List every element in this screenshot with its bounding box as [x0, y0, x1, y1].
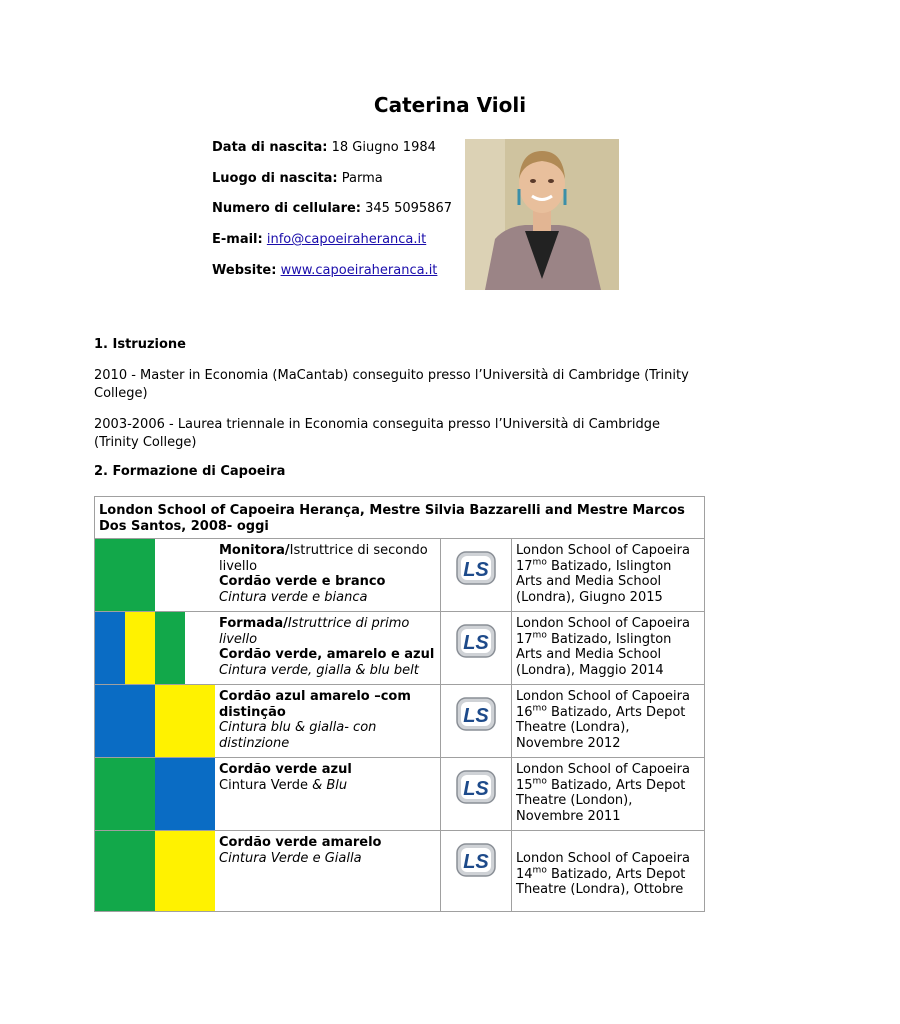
- belt-band-green: [95, 831, 155, 911]
- cord-name: Cordão verde e branco: [219, 574, 386, 589]
- belt-swatch: [95, 685, 215, 758]
- rank-subtitle: Istruttrice di primo livello: [219, 616, 410, 647]
- belt-band-green: [95, 758, 155, 830]
- event-cell: [512, 685, 705, 758]
- table-header-row: [95, 497, 705, 539]
- ls-logo-icon: [456, 551, 496, 585]
- belt-swatch: [95, 612, 215, 685]
- table-row: [95, 831, 705, 912]
- belt-name: Cintura verde, gialla & blu belt: [219, 662, 419, 678]
- ls-logo-icon: [456, 843, 496, 877]
- birth-place-value: Parma: [341, 171, 383, 186]
- belt-band-green: [95, 539, 155, 611]
- birth-date-label: Data di nascita:: [212, 140, 328, 155]
- ls-logo-icon: [456, 697, 496, 731]
- belt-name: Cintura Verde: [219, 777, 313, 793]
- profile-photo: [465, 139, 619, 290]
- rank-description: [215, 612, 441, 685]
- event-cell: [512, 831, 705, 912]
- event-ordinal: mo: [532, 776, 547, 787]
- event-details: Batizado, Arts Depot Theatre (Londra), Ottobre: [516, 866, 686, 897]
- birth-date-line: [212, 140, 436, 155]
- event-details: Batizado, Islington Arts and Media School (Londra), Maggio 2014: [516, 631, 672, 678]
- logo-text: LS: [463, 705, 489, 727]
- belt-band-blue: [155, 758, 215, 830]
- belt-swatch: [95, 758, 215, 831]
- logo-text: LS: [463, 559, 489, 581]
- belt-swatch: [95, 831, 215, 912]
- logo-cell: [441, 612, 512, 685]
- education-heading: 1. Istruzione: [94, 337, 186, 352]
- website-line: [212, 263, 437, 278]
- event-text: London School of Capoeira 17: [516, 543, 690, 574]
- belt-band-yellow: [155, 831, 215, 911]
- belt-band-yellow: [155, 685, 215, 757]
- belt-band-yellow: [125, 612, 155, 684]
- capoeira-table: [94, 496, 704, 897]
- ls-logo-icon: [456, 624, 496, 658]
- logo-cell: [441, 685, 512, 758]
- logo-cell: [441, 758, 512, 831]
- table-row: [95, 539, 705, 612]
- event-cell: [512, 612, 705, 685]
- table-row: [95, 758, 705, 831]
- ls-logo-icon: [456, 770, 496, 804]
- event-ordinal: mo: [532, 865, 547, 876]
- logo-cell: [441, 539, 512, 612]
- event-text: London School of Capoeira 15: [516, 762, 690, 793]
- rank-subtitle: Istruttrice di secondo livello: [219, 543, 428, 574]
- event-text: London School of Capoeira 17: [516, 616, 690, 647]
- table-row: [95, 612, 705, 685]
- event-details: Batizado, Arts Depot Theatre (Londra), Novembre 2012: [516, 704, 686, 751]
- logo-text: LS: [463, 851, 489, 873]
- rank-description: [215, 758, 441, 831]
- belt-name: Cintura verde e bianca: [219, 589, 368, 605]
- belt-band-blue: [95, 612, 125, 684]
- logo-cell: [441, 831, 512, 912]
- email-label: E-mail:: [212, 232, 263, 247]
- website-label: Website:: [212, 263, 277, 278]
- education-item: 2010 - Master in Economia (MaCantab) conseguito presso l’Università di Cambridge (Trinity College): [94, 368, 689, 401]
- belt-swatch: [95, 539, 215, 612]
- event-ordinal: mo: [532, 557, 547, 568]
- belt-name: Cintura blu & gialla- con distinzione: [219, 720, 377, 751]
- belt-band-white: [185, 612, 215, 684]
- cord-name: Cordão azul amarelo –com distinção: [219, 689, 411, 720]
- birth-place-label: Luogo di nascita:: [212, 171, 338, 186]
- education-item: 2003-2006 - Laurea triennale in Economia conseguita presso l’Università di Cambridge (Trinity College): [94, 417, 661, 450]
- rank-title: Formada/: [219, 616, 288, 631]
- event-text: London School of Capoeira 16: [516, 689, 690, 720]
- phone-line: [212, 201, 452, 216]
- belt-name-accent: & Blu: [312, 777, 348, 793]
- email-link[interactable]: info@capoeiraheranca.it: [266, 232, 427, 247]
- event-details: Batizado, Arts Depot Theatre (London), Novembre 2011: [516, 777, 686, 824]
- rank-description: [215, 685, 441, 758]
- logo-text: LS: [463, 778, 489, 800]
- birth-place-line: [212, 171, 383, 186]
- cord-name: Cordão verde amarelo: [219, 835, 382, 850]
- table-header-cell: London School of Capoeira Herança, Mestre Silvia Bazzarelli and Mestre Marcos Dos Santos, 2008- oggi: [95, 497, 705, 539]
- website-link[interactable]: www.capoeiraheranca.it: [280, 263, 438, 278]
- event-details: Batizado, Islington Arts and Media School (Londra), Giugno 2015: [516, 558, 672, 605]
- event-cell: [512, 758, 705, 831]
- belt-band-green: [155, 612, 185, 684]
- rank-description: [215, 539, 441, 612]
- phone-label: Numero di cellulare:: [212, 201, 361, 216]
- page-title: Caterina Violi: [373, 93, 527, 117]
- belt-name: Cintura Verde e Gialla: [219, 850, 362, 866]
- email-line: [212, 232, 426, 247]
- cord-name: Cordão verde, amarelo e azul: [219, 647, 435, 662]
- rank-description: [215, 831, 441, 912]
- rank-title: Monitora/: [219, 543, 290, 558]
- belt-band-white: [155, 539, 215, 611]
- birth-date-value: 18 Giugno 1984: [331, 140, 436, 155]
- cord-name: Cordão verde azul: [219, 762, 352, 777]
- event-ordinal: mo: [532, 703, 547, 714]
- event-cell: [512, 539, 705, 612]
- table-row: [95, 685, 705, 758]
- logo-text: LS: [463, 632, 489, 654]
- event-text: London School of Capoeira 14: [516, 851, 690, 882]
- belt-band-blue: [95, 685, 155, 757]
- event-ordinal: mo: [532, 630, 547, 641]
- capoeira-heading: 2. Formazione di Capoeira: [94, 464, 286, 479]
- phone-value: 345 5095867: [365, 201, 452, 216]
